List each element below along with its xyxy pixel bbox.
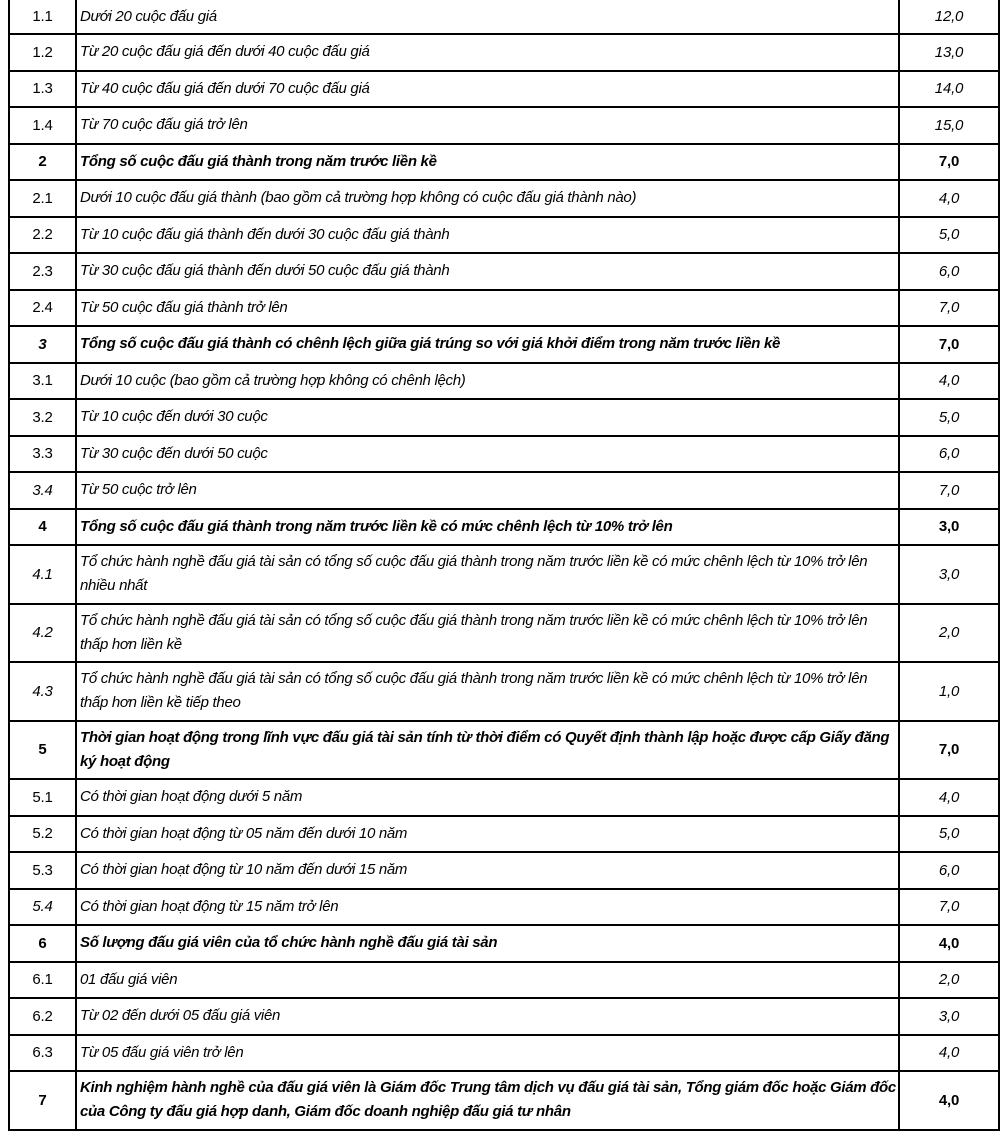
scoring-table-body (9, 0, 999, 1130)
criteria-cell: Từ 10 cuộc đến dưới 30 cuộc (76, 399, 899, 436)
score-cell: 12,0 (899, 0, 999, 34)
table-row (9, 217, 999, 254)
table-row (9, 472, 999, 509)
table-row (9, 721, 999, 780)
row-number-cell: 3.4 (9, 472, 76, 509)
table-row (9, 290, 999, 327)
row-number-cell: 7 (9, 1071, 76, 1130)
row-number-cell: 2.2 (9, 217, 76, 254)
criteria-cell: Từ 30 cuộc đấu giá thành đến dưới 50 cuộc đấu giá thành (76, 253, 899, 290)
criteria-cell: Có thời gian hoạt động từ 10 năm đến dưới 15 năm (76, 852, 899, 889)
row-number-cell: 3.1 (9, 363, 76, 400)
table-row (9, 34, 999, 71)
criteria-cell: Từ 20 cuộc đấu giá đến dưới 40 cuộc đấu giá (76, 34, 899, 71)
criteria-cell: Từ 40 cuộc đấu giá đến dưới 70 cuộc đấu giá (76, 71, 899, 108)
criteria-cell: Từ 30 cuộc đến dưới 50 cuộc (76, 436, 899, 473)
criteria-cell: Từ 50 cuộc đấu giá thành trở lên (76, 290, 899, 327)
criteria-cell: Tổ chức hành nghề đấu giá tài sản có tổng số cuộc đấu giá thành trong năm trước liền kề có mức chênh lệch từ 10% trở lên thấp hơn liền kề (76, 604, 899, 663)
criteria-cell: Từ 50 cuộc trở lên (76, 472, 899, 509)
row-number-cell: 1.2 (9, 34, 76, 71)
criteria-cell: Có thời gian hoạt động dưới 5 năm (76, 779, 899, 816)
row-number-cell: 4.1 (9, 545, 76, 604)
criteria-cell: Tổng số cuộc đấu giá thành trong năm trước liền kề (76, 144, 899, 181)
row-number-cell: 5.3 (9, 852, 76, 889)
criteria-cell: Kinh nghiệm hành nghề của đấu giá viên là Giám đốc Trung tâm dịch vụ đấu giá tài sản, Tổng giám đốc hoặc Giám đốc của Công ty đấu giá hợp danh, Giám đốc doanh nghiệp đấu giá tư nhân (76, 1071, 899, 1130)
score-cell: 6,0 (899, 253, 999, 290)
score-cell: 7,0 (899, 326, 999, 363)
score-cell: 4,0 (899, 1071, 999, 1130)
row-number-cell: 6.2 (9, 998, 76, 1035)
score-cell: 4,0 (899, 363, 999, 400)
table-row (9, 889, 999, 926)
table-row (9, 816, 999, 853)
score-cell: 7,0 (899, 889, 999, 926)
row-number-cell: 5.4 (9, 889, 76, 926)
table-row (9, 962, 999, 999)
criteria-cell: Số lượng đấu giá viên của tổ chức hành nghề đấu giá tài sản (76, 925, 899, 962)
score-cell: 5,0 (899, 816, 999, 853)
score-cell: 5,0 (899, 399, 999, 436)
criteria-cell: Từ 10 cuộc đấu giá thành đến dưới 30 cuộc đấu giá thành (76, 217, 899, 254)
row-number-cell: 6.1 (9, 962, 76, 999)
row-number-cell: 3.3 (9, 436, 76, 473)
score-cell: 14,0 (899, 71, 999, 108)
score-cell: 5,0 (899, 217, 999, 254)
row-number-cell: 2.1 (9, 180, 76, 217)
score-cell: 4,0 (899, 1035, 999, 1072)
row-number-cell: 6.3 (9, 1035, 76, 1072)
row-number-cell: 3 (9, 326, 76, 363)
criteria-cell: Tổ chức hành nghề đấu giá tài sản có tổng số cuộc đấu giá thành trong năm trước liền kề có mức chênh lệch từ 10% trở lên nhiều nhất (76, 545, 899, 604)
criteria-cell: Từ 02 đến dưới 05 đấu giá viên (76, 998, 899, 1035)
row-number-cell: 2 (9, 144, 76, 181)
table-row (9, 253, 999, 290)
criteria-cell: Dưới 10 cuộc (bao gồm cả trường hợp không có chênh lệch) (76, 363, 899, 400)
score-cell: 2,0 (899, 962, 999, 999)
criteria-cell: Dưới 20 cuộc đấu giá (76, 0, 899, 34)
score-cell: 15,0 (899, 107, 999, 144)
row-number-cell: 4.3 (9, 662, 76, 721)
table-row (9, 998, 999, 1035)
score-cell: 13,0 (899, 34, 999, 71)
table-row (9, 107, 999, 144)
score-cell: 4,0 (899, 779, 999, 816)
row-number-cell: 5 (9, 721, 76, 780)
score-cell: 3,0 (899, 545, 999, 604)
criteria-cell: Dưới 10 cuộc đấu giá thành (bao gồm cả trường hợp không có cuộc đấu giá thành nào) (76, 180, 899, 217)
criteria-cell: Tổng số cuộc đấu giá thành trong năm trước liền kề có mức chênh lệch từ 10% trở lên (76, 509, 899, 546)
table-row (9, 509, 999, 546)
table-row (9, 363, 999, 400)
table-row (9, 180, 999, 217)
row-number-cell: 3.2 (9, 399, 76, 436)
table-row (9, 1071, 999, 1130)
row-number-cell: 1.3 (9, 71, 76, 108)
score-cell: 4,0 (899, 180, 999, 217)
score-cell: 7,0 (899, 290, 999, 327)
table-row (9, 662, 999, 721)
table-row (9, 852, 999, 889)
row-number-cell: 5.2 (9, 816, 76, 853)
score-cell: 1,0 (899, 662, 999, 721)
criteria-cell: Có thời gian hoạt động từ 05 năm đến dưới 10 năm (76, 816, 899, 853)
criteria-cell: Từ 05 đấu giá viên trở lên (76, 1035, 899, 1072)
row-number-cell: 6 (9, 925, 76, 962)
score-cell: 7,0 (899, 721, 999, 780)
table-row (9, 399, 999, 436)
score-cell: 6,0 (899, 852, 999, 889)
table-row (9, 545, 999, 604)
table-row (9, 144, 999, 181)
score-cell: 7,0 (899, 144, 999, 181)
table-row (9, 436, 999, 473)
table-row (9, 925, 999, 962)
score-cell: 3,0 (899, 509, 999, 546)
scoring-criteria-table (8, 0, 1000, 1131)
criteria-cell: Có thời gian hoạt động từ 15 năm trở lên (76, 889, 899, 926)
table-row (9, 1035, 999, 1072)
row-number-cell: 4 (9, 509, 76, 546)
row-number-cell: 5.1 (9, 779, 76, 816)
row-number-cell: 4.2 (9, 604, 76, 663)
table-row (9, 604, 999, 663)
row-number-cell: 2.3 (9, 253, 76, 290)
criteria-cell: Tổ chức hành nghề đấu giá tài sản có tổng số cuộc đấu giá thành trong năm trước liền kề có mức chênh lệch từ 10% trở lên thấp hơn liền kề tiếp theo (76, 662, 899, 721)
table-row (9, 71, 999, 108)
criteria-cell: Từ 70 cuộc đấu giá trở lên (76, 107, 899, 144)
criteria-cell: 01 đấu giá viên (76, 962, 899, 999)
score-cell: 3,0 (899, 998, 999, 1035)
row-number-cell: 2.4 (9, 290, 76, 327)
table-row (9, 779, 999, 816)
table-row (9, 326, 999, 363)
score-cell: 7,0 (899, 472, 999, 509)
table-row (9, 0, 999, 34)
criteria-cell: Thời gian hoạt động trong lĩnh vực đấu giá tài sản tính từ thời điểm có Quyết định thành lập hoặc được cấp Giấy đăng ký hoạt động (76, 721, 899, 780)
criteria-cell: Tổng số cuộc đấu giá thành có chênh lệch giữa giá trúng so với giá khởi điểm trong năm trước liền kề (76, 326, 899, 363)
score-cell: 2,0 (899, 604, 999, 663)
score-cell: 6,0 (899, 436, 999, 473)
row-number-cell: 1.4 (9, 107, 76, 144)
score-cell: 4,0 (899, 925, 999, 962)
row-number-cell: 1.1 (9, 0, 76, 34)
